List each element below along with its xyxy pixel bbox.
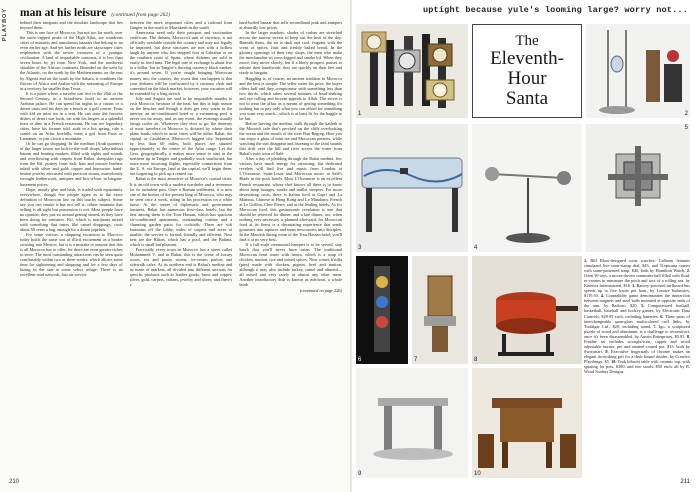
item-number: 9 xyxy=(358,471,362,477)
item-number: 6 xyxy=(358,357,362,363)
magnet-game-image xyxy=(472,124,582,252)
right-page xyxy=(352,0,700,492)
article-header xyxy=(20,7,342,19)
caption-number: 9. xyxy=(605,348,609,354)
caption-text: Executive fingernails of chrome makes an elegant do-nothing gift for a desk-bound dooder, by Creative Playthings, $5. xyxy=(584,348,690,364)
item-number: 4 xyxy=(474,245,478,251)
caption-text: Computerized football, basketball, baseball and hockey games, by Electronic Data Controls, $29.95 each, including batteries. xyxy=(584,303,690,319)
fondue-set-image xyxy=(472,256,582,364)
item-number: 10 xyxy=(474,471,481,477)
caption-number: 6. xyxy=(660,313,664,319)
caption-text: Fondue set includes wrought-iron, copper and wood adjustable burner, pot and enamel-coated pot, $15, both by Swissmart. xyxy=(584,338,690,354)
caption-text: Teak hibachi table with ceramic top, with spotting for pots, $300, and two stools, $50 each, all by B. Wood Sorders Designs. xyxy=(584,358,690,375)
photo-chrome-desk-toy xyxy=(356,368,468,478)
caption-text: Three pairs of interchangeable spun-glass multicolored cuff links, by Trafalgar Ltd., $20, including stand. xyxy=(584,313,690,329)
item-number: 1 xyxy=(358,111,362,117)
page-number: 210 xyxy=(9,479,20,485)
photo-pendant-sculpture xyxy=(586,24,690,118)
caption-number: 1. xyxy=(584,258,588,263)
caption-number: 8. xyxy=(686,333,690,339)
article-paragraph: After a day of plodding through the Rabat medina, few visitors have much energy for carousing; but dedicated revelers will find live and music from London at L'Oceanoxe, Saint-Louis and Moroccan music at Salé's Riads in the posh hotels. Most L'Oceanoxe is an excellent French restaurant, whose chef knows all there is to know about lamp bourges, steaks and mullet steepers. For more devastating costs, there is Italian food at Capri and La Mamma, Chinese at Hong Kong and Le Mandarin, French at Le Grillon, Chez Pierre, and at the leading hotels. As for Moroccan food, this gastronomic revelation is one that should be reserved for dinner, and a late dinner, too, when nothing very necessary is planned afterward, for Moroccan food at its finest is a devastating experience that sends gourmets into raptures and turns newcomers into disciples. In the Moorish dining room of the Tour Hassan hotel, you'll find it at its very best. xyxy=(239,156,343,243)
photo-cube-puzzle xyxy=(586,124,690,252)
item-number: 5 xyxy=(684,125,688,131)
wood-puzzle-image xyxy=(412,256,468,364)
spine-label: PLAYBOY xyxy=(2,8,8,42)
photo-cuff-links xyxy=(356,256,408,364)
cuff-links-image xyxy=(356,256,408,364)
photo-watches xyxy=(356,24,468,118)
caption-text: Countability game demonstrates the interaction between magnets and steel balls mounted at opposite ends of the arm, by Ratboro, $20. xyxy=(584,293,690,309)
article-paragraph: Haggling is, of course, an ancient tradition in Morocco and the best is simple: The seller states his price, the buyer offers half and they compromise with something less than two thirds, which takes several minutes of head-shaking and eye rolling and fervent appeals to Allah. The secret is not to treat the affair as a means of getting something for nothing but to pay only what you can afford for something you want very much—which is at least fit for the haggle to be fun. xyxy=(239,75,343,121)
article-paragraph: For some visitors, a shopping excursion to Morocco today holds the same sort of illicit excitement as a border crossing into Mexico; but it is a mistake to assume that this is all Morocco has to offer, for there are even greater riches to store. The most outstanding attractions can be seen quite comfortably within two or three weeks, which allows some time for sightseeing and shopping and for a few days of lazing in the sun at some select refuge. There is an excellent road network, fast air service xyxy=(20,231,123,278)
caption-number: 2. xyxy=(686,268,690,274)
article-paragraph: This is one face of Morocco; but not too far north, over the snow-capped peaks of the High Atlas, are wondrous cities of minarets and tumultuous bazaars that belong to an even earlier age. And yet farther north are skyscraper cities resplendent with the newer treasures of a younger civilization. A land of improbable contrasts, it is less than seven hours by jet from New York, and the northwest shoulder of the African continent. Bounded on the west by the Atlantic, on the north by the Mediterranean, on the east by Algeria and on the south by the Sahara, it combines the flavors of Africa and Arabia with the seasoning of Europe in a territory far smaller than Texas. xyxy=(20,30,123,91)
caption-number: 3. xyxy=(632,283,636,289)
caption-text: Bill Blass-designed wrist watches: Calhoun features simulated five-carat-stamp dial, $45, and Tropicana comes with same-patterned strap, $40, both by Hamilton Watch. xyxy=(584,258,690,274)
continued-from-note: (continued from page 262) xyxy=(111,12,170,18)
caption-text: Igo, a sculptured puzzle of wood and aluminum, is a challenge to reconstruct, once it's been disassembled, by Austin Enterprises, $5.95. xyxy=(584,323,690,339)
text-column xyxy=(239,20,342,476)
item-number: 8 xyxy=(474,357,478,363)
continued-on-note: (continued on page 226) xyxy=(299,288,343,294)
title-line: Hour xyxy=(507,68,547,89)
section-tagline: uptight because yule's looming large? worry not... xyxy=(422,5,688,15)
article-paragraph: It is a place where a traveler can live in the 20th or the Second Century, in a brand-new hotel or an ancient Arabian palace. He can spend his nights in a casino or a desert oasis and his days on a beach or a golf course. Feast with kid on mint tea in a tent. He can taste the favorite dishes of desert war lords, eat with his fingers at a splendid feast or dine in a French restaurant. He can see legendary cities, have his fortune told, soak in a hot spring, ride a camel on an Atlas foothills, meet a girl from Paris or Lausanne, or just clown a mountain. xyxy=(20,90,123,142)
photo-fondue-set xyxy=(472,256,582,364)
caption-paragraph xyxy=(584,258,690,374)
article-paragraph: Rabat is the most attractive of Morocco's coastal cities. It is an old town with a modern wardrobe and a reverence for its turbulent past. Once a Roman settlement, it is now one of the homes of the present king of Morocco, who may be seen once a week, riding in his procession on a white horse. At the center of diplomatic and government business, Rabat has numerous first-class hotels; but the best among them is the Tour Hassan, which has spacious air-conditioned apartments, outstanding cuisine and a charming garden patio for cocktails. There are soft fountains off the lobby, miles of carpets and acres of marble; the service is formal, friendly and efficient. Next best are the Hilton, which has a pool, and the Balima, which is small but pleasant. xyxy=(129,176,233,248)
caption-text: Oxen W-rays, a motor-driven commuter ball filled with fluid, re-creates in miniature the pitch and toss of a rolling sea, by Kinetics International, $16. xyxy=(584,273,690,289)
watches-image xyxy=(356,24,468,118)
caption-text: Battery-powered surfboard bus speeds up to five knots per hour, by Leisure Industries, $119.50. xyxy=(584,283,690,299)
rolling-sea-image xyxy=(356,124,468,252)
caption-number: 5. xyxy=(641,303,645,309)
text-column xyxy=(130,20,233,476)
article-paragraph: Americans need only their passport and vaccination certificate. The dirham, Morocco's unit of currency, is not officially available outside the country and may not legally be imported, but these strictures are met with a hollow laugh by anyone who has stepped foot at Gibraltar or on the southern coast of Spain, where dirhams are sold as easily as fried tuna. The legal rate of exchange is about five to a dollar, but in Tangier's thriving currency black market, it's around seven. If you're caught bringing Moroccan money into the country, the worst that can happen is that your dirhams will be confiscated by a customs clerk and converted on the black market; however, your vacation will be extended by a long stretch. xyxy=(129,30,233,96)
item-number: 3 xyxy=(358,245,362,251)
title-line: The xyxy=(515,33,539,49)
article-paragraph: behind their ramparts and the desolate landscape that lies beyond them. xyxy=(20,20,123,31)
caption-number: 7. xyxy=(653,323,657,329)
photo-teak-table xyxy=(472,368,582,478)
item-number: 2 xyxy=(684,111,688,117)
item-number: 7 xyxy=(414,357,418,363)
chrome-desk-toy-image xyxy=(356,368,468,478)
photo-wood-puzzle xyxy=(412,256,468,364)
teak-table-image xyxy=(472,368,582,478)
product-captions xyxy=(584,258,690,484)
article-paragraph: hard-boiled bazaar that sells secondhand junk and antiques at absurdly low prices. xyxy=(239,20,343,31)
article-paragraph: July and August are said to be impossible months to visit Morocco, because of the heat, but this is high season on the beaches and though it does get very warm in the interior, an air-conditioned hotel or a swimming pool is never too far away; and, in any event, the evenings usually brings cooler air. Whenever they elect to go, the itinerary of most travelers in Morocco is dictated by where their plane lands, which in most cases will be either Rabat, the capital, or Casablanca, Morocco's biggest city. Separated by less than 60 miles, both places are situated approximately at the center of the Atlas range. Let the Casa, geographically, it makes more sense to start in the northern tip in Tangier and gradually work southward; but since more incoming flights, especially connections from the U. S. via Europe, land at the capital, we'll begin there, not forgetting to pick up a rented car. xyxy=(129,95,233,177)
article-columns xyxy=(20,20,342,476)
article-paragraph: Or he can go shopping. In the medinas (Arab quarters) of the larger towns are bolt-to-the-wall shops, labyrinthian bazaar and leaning markets filled with sights and sounds and overflowing with carpets from Rabat, sheepskin rugs from the Rif, pottery from Safi, hats and mosaic leathers inlaid with silver and gold; copper and brassware, hand-beaten jewelry encrusted with precious stones, marvelously wrought leatherwork, antiques and bric-a-brac in bargain-basement prices. xyxy=(20,141,123,187)
article-paragraph: between the more important cities and a railroad from Tangier in the north to Marrakesh in the south. xyxy=(129,20,233,31)
cube-puzzle-image xyxy=(586,124,690,252)
article-paragraph: Dope, mostly glue and hash, is traded with equanimity everywhere, though few people agree as to the exact definition of Moroccan law on this touchy subject. Some say you can smoke it but not sell it; others maintain that selling is all right but possession is not. Most people have no opinion; they just sit around getting stoned, as they have been doing for centuries. Kif, which is marijuana mixed with something that tastes like camel droppings, costs about 50 cents a bag, enough for a dozen pipefuls. xyxy=(20,186,123,232)
caption-number: 4. xyxy=(600,293,604,299)
feature-title-card xyxy=(472,24,582,118)
product-photo-grid xyxy=(354,20,694,480)
article-paragraph: Before leaving the medina, walk through the kasbah to the Moorish cafe that's perched on the cliffs overlooking the ocean and the mouth of the river Bou Regreg. Here you can enjoy a glass of mint tea and Moroccan pastries, while watching the sun disappear and listening to the faint sounds that drift over the hill and river across the water from Rabat's twin town of Salé. xyxy=(239,120,343,157)
page-number: 211 xyxy=(680,479,690,485)
article-paragraph: Practically every town in Morocco has a street called Mohammed V, and in Rabat, this is the scene of luxury stores, tea and pastry rooms, ice-cream parlors and sidewalk cafes. At its northern end is Rabat's medina and its maze of markets, all divided into different sections for specific products such as leather goods, brass and copper, silver, gold, carpets, caftans, jewelry and shoes; and there's a xyxy=(129,247,233,288)
pendant-image xyxy=(586,24,690,118)
caption-number: 10. xyxy=(611,358,617,364)
text-column xyxy=(20,20,123,476)
photo-magnet-game xyxy=(472,124,582,252)
title-line: Santa xyxy=(505,88,549,109)
photo-rolling-sea xyxy=(356,124,468,252)
article-title: man at his leisure xyxy=(20,7,107,19)
article-paragraph: If a full-scale ceremonial banquet is to be served, stay lunch that you'll never have eaten. The traditional Moroccan feast starts with harira, which is a soup of chicken, mutton, rice and mixed spices. Next comes b'stilla (pies) made with chicken, pigeon, beef and mutton, although it may also include turkey, camel and almond—all mixed and very rarely in almost any other meat. Another introductory dish is known as méchoui, a whole lamb xyxy=(239,242,343,288)
title-line: Eleventh- xyxy=(490,48,564,69)
article-paragraph: In the larger markets, shades of rushes are stretched across the narrow streets to keep out the heat of the day. Beneath them, the air is dark and cool, fragrant with the scent of spices, fruit and freshly baked bread. In the gloomy openings of their tiny shops, the men who make the merchandise sit cross-legged and smoke kif. When they move, they move slowly; but if a likely prospect pauses to admire their handiwork, they are quickly on their feet and ready to bargain. xyxy=(239,30,343,76)
